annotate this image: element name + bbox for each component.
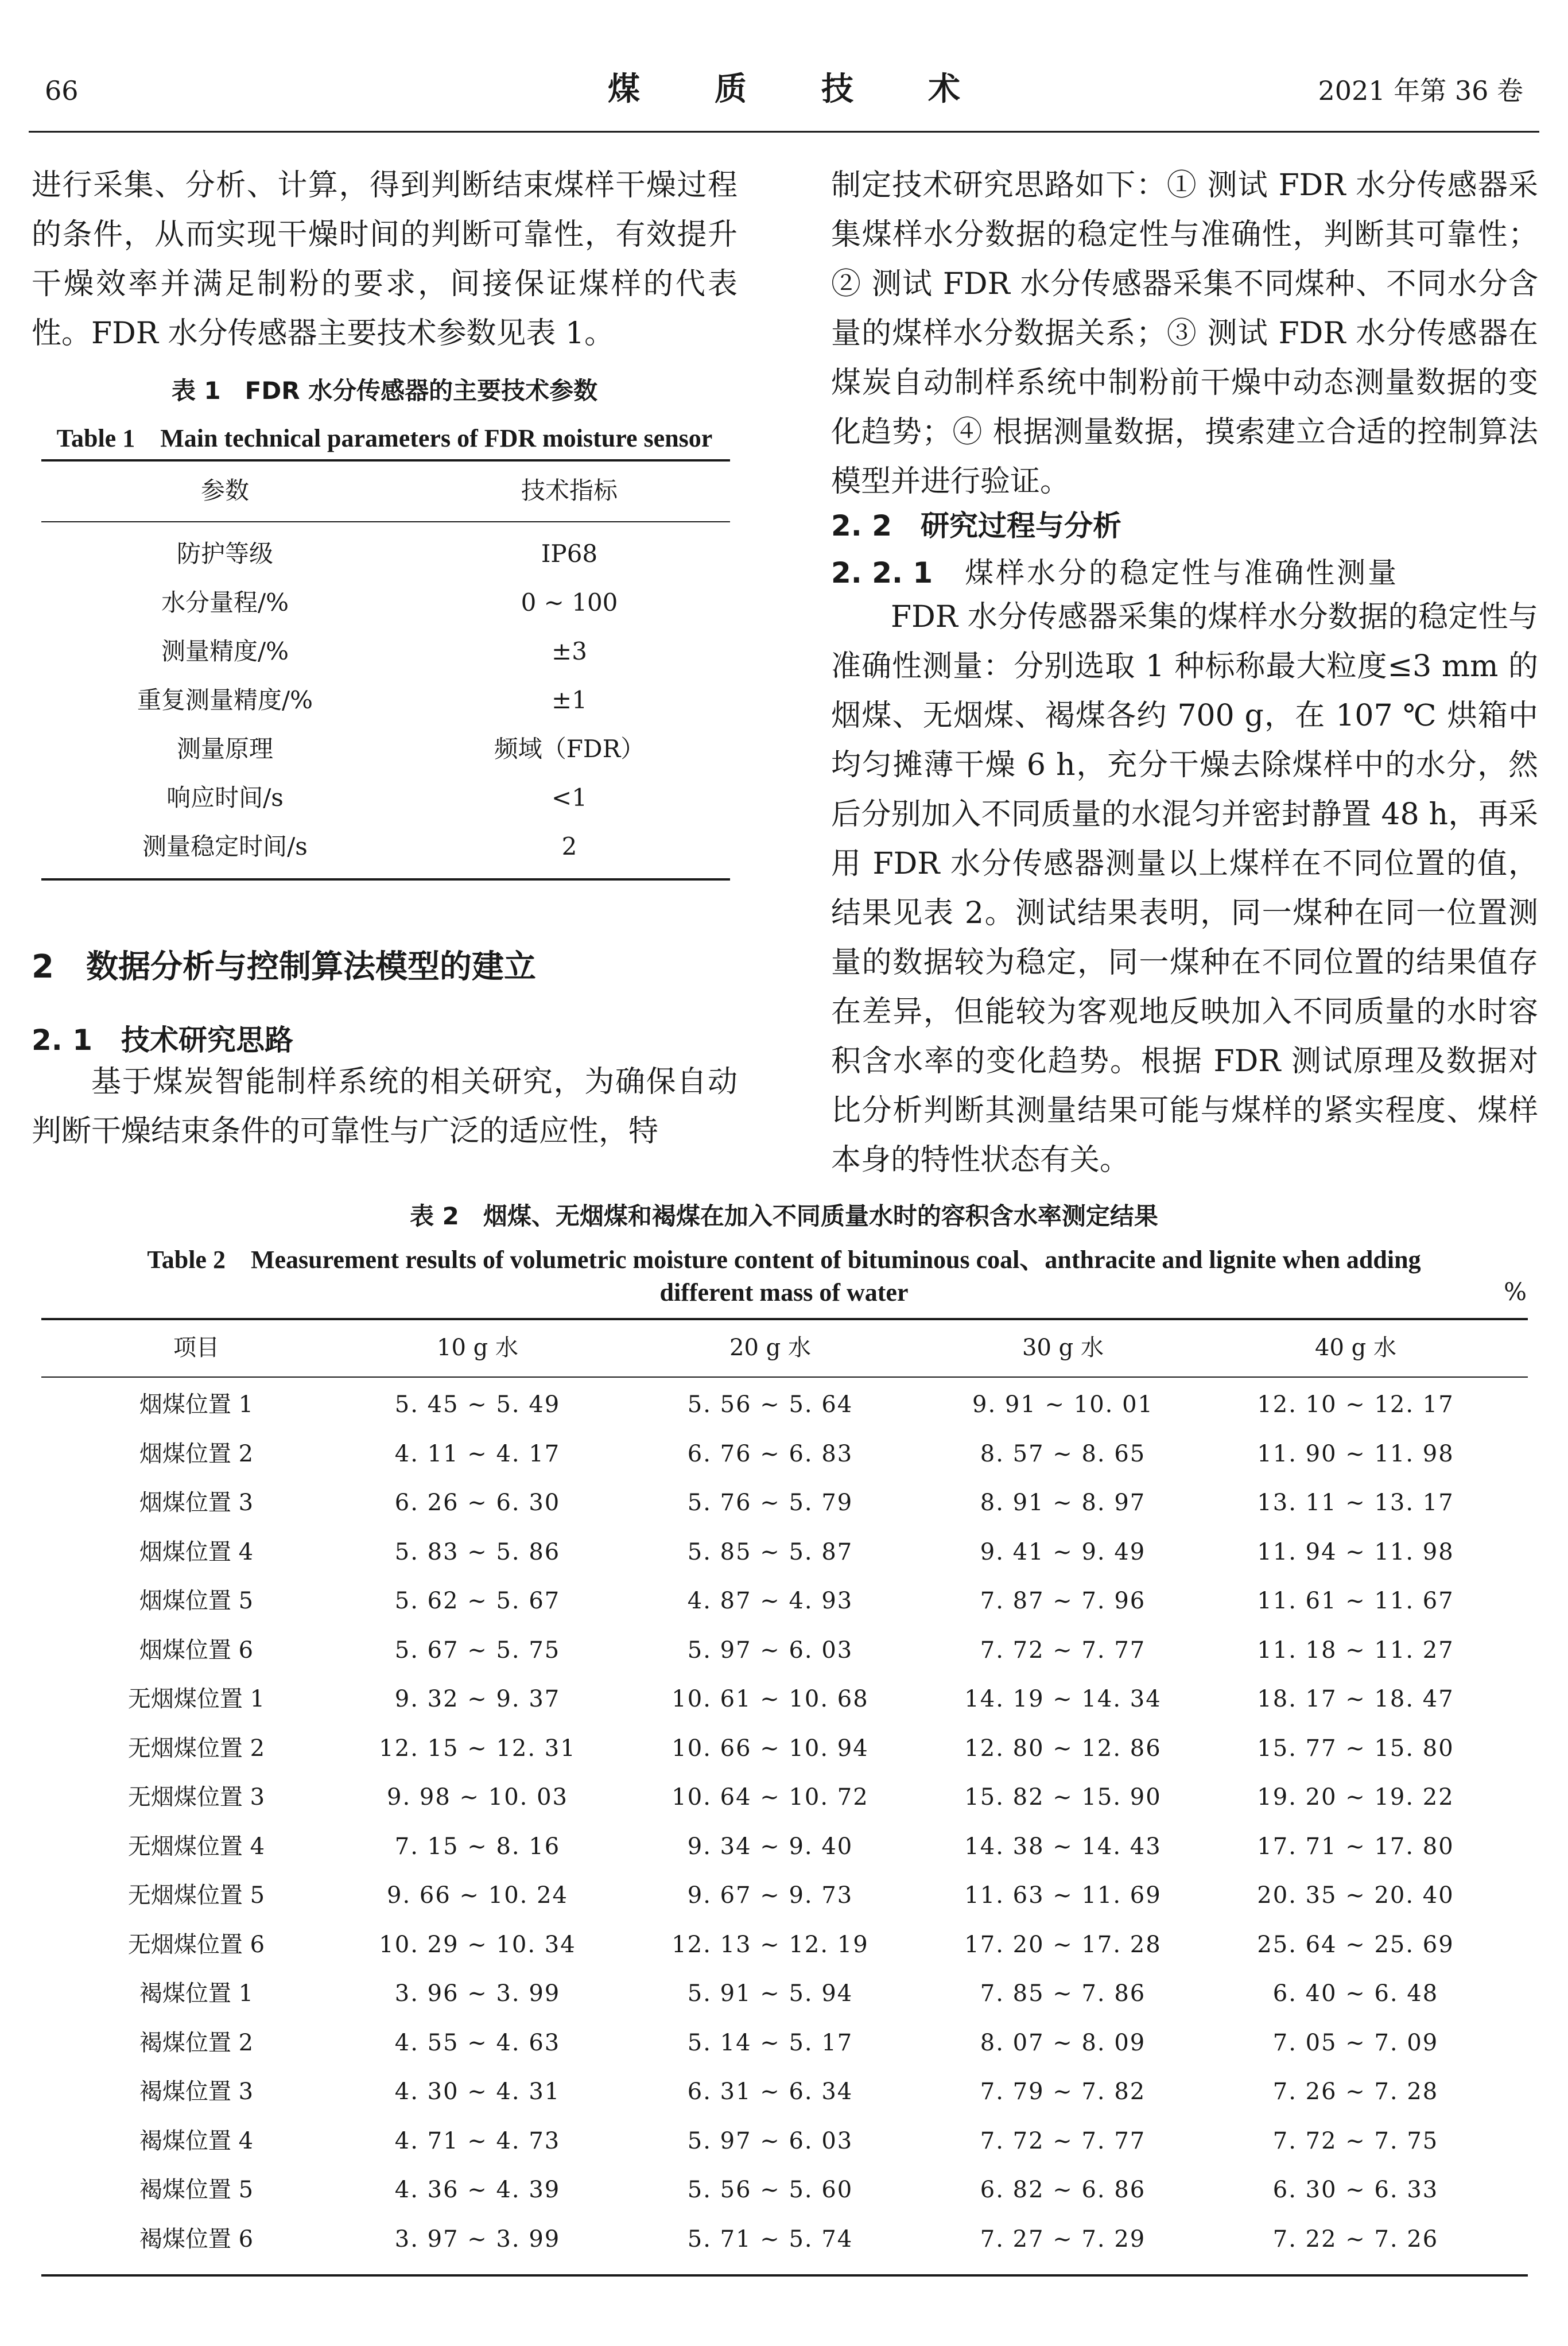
table2-value-cell: 9. 91 ~ 10. 01: [972, 1391, 1154, 1418]
table2-caption-en-line2: different mass of water: [659, 1278, 909, 1306]
table1-header-rule: [41, 521, 730, 522]
table2-row: [41, 1577, 1528, 1626]
table2-value-cell: 10. 61 ~ 10. 68: [672, 1686, 869, 1712]
table2-value-cell: 25. 64 ~ 25. 69: [1257, 1931, 1454, 1958]
right-paragraph-1: 制定技术研究思路如下：① 测试 FDR 水分传感器采集煤样水分数据的稳定性与准确性，判断其可靠性；② 测试 FDR 水分传感器采集不同煤种、不同水分含量的煤样水分数据关系；③ 测试 FDR 水分传感器在煤炭自动制样系统中制粉前干燥中动态测量数据的变化趋势；④ 根据测量数据，摸索建立合适的控制算法模型并进行验证。: [831, 168, 1538, 499]
table2-top-rule: [41, 1318, 1528, 1320]
table2-header: 20 g 水: [729, 1335, 811, 1361]
table2-value-cell: 17. 71 ~ 17. 80: [1257, 1833, 1454, 1860]
table2-header-row: [41, 1324, 1528, 1372]
table2-value-cell: 4. 30 ~ 4. 31: [394, 2079, 561, 2105]
table2-value-cell: 7. 85 ~ 7. 86: [980, 1980, 1146, 2007]
table2-value-cell: 7. 05 ~ 7. 09: [1272, 2029, 1439, 2056]
left-column-top: [32, 161, 738, 358]
table2-row: [41, 1969, 1528, 2018]
table2-value-cell: 7. 79 ~ 7. 82: [980, 2079, 1146, 2105]
table2-value-cell: 12. 80 ~ 12. 86: [964, 1735, 1162, 1762]
table2-value-cell: 9. 32 ~ 9. 37: [394, 1686, 561, 1712]
table2-value-cell: 19. 20 ~ 19. 22: [1257, 1784, 1454, 1810]
table2-item-cell: 烟煤位置 4: [139, 1538, 254, 1565]
table2-value-cell: 11. 61 ~ 11. 67: [1257, 1588, 1454, 1614]
table1-param-cell: 防护等级: [176, 540, 273, 568]
table2-value-cell: 14. 19 ~ 14. 34: [964, 1686, 1162, 1712]
table2-row: [41, 1528, 1528, 1577]
table1-bottom-rule: [41, 878, 730, 881]
table2-value-cell: 5. 97 ~ 6. 03: [687, 2127, 853, 2154]
table2-value-cell: 7. 15 ~ 8. 16: [394, 1833, 561, 1860]
table2-value-cell: 12. 10 ~ 12. 17: [1257, 1391, 1454, 1418]
table2-item-cell: 烟煤位置 1: [139, 1391, 254, 1418]
table2-value-cell: 6. 76 ~ 6. 83: [687, 1440, 853, 1467]
table2-value-cell: 5. 76 ~ 5. 79: [687, 1490, 853, 1516]
table2-value-cell: 8. 91 ~ 8. 97: [980, 1490, 1146, 1516]
section-2-2-title: 2. 2 研究过程与分析: [831, 509, 1121, 542]
table1-value-cell: ±3: [552, 637, 587, 665]
table2-value-cell: 8. 57 ~ 8. 65: [980, 1440, 1146, 1467]
table2-row: [41, 1381, 1528, 1429]
table1-row: [41, 578, 730, 627]
table2-value-cell: 14. 38 ~ 14. 43: [964, 1833, 1162, 1860]
table2-value-cell: 7. 72 ~ 7. 77: [980, 1637, 1146, 1663]
table2-value-cell: 11. 63 ~ 11. 69: [964, 1882, 1162, 1909]
table1-top-rule: [41, 459, 730, 462]
table2-value-cell: 4. 71 ~ 4. 73: [394, 2127, 561, 2154]
table2-value-cell: 8. 07 ~ 8. 09: [980, 2029, 1146, 2056]
table2-value-cell: 6. 82 ~ 6. 86: [980, 2177, 1146, 2203]
table2-value-cell: 5. 45 ~ 5. 49: [394, 1391, 561, 1418]
table2-value-cell: 9. 67 ~ 9. 73: [687, 1882, 853, 1909]
page-number: 66: [45, 75, 79, 106]
right-column-bottom: [831, 592, 1538, 1185]
table2-row: [41, 1724, 1528, 1773]
table2-value-cell: 18. 17 ~ 18. 47: [1257, 1686, 1454, 1712]
table2-item-cell: 烟煤位置 6: [139, 1637, 254, 1663]
table2-item-cell: 无烟煤位置 2: [127, 1735, 265, 1762]
table1-value-cell: 2: [561, 832, 577, 860]
header-rule: [29, 131, 1539, 133]
table2-value-cell: 5. 67 ~ 5. 75: [394, 1637, 561, 1663]
table2-value-cell: 11. 18 ~ 11. 27: [1257, 1637, 1454, 1663]
table2-item-cell: 褐煤位置 2: [139, 2029, 254, 2056]
table2-row: [41, 1822, 1528, 1871]
table2-row: [41, 2166, 1528, 2215]
table2-value-cell: 7. 26 ~ 7. 28: [1272, 2079, 1439, 2105]
table2-value-cell: 7. 72 ~ 7. 77: [980, 2127, 1146, 2154]
section-2-title: 2 数据分析与控制算法模型的建立: [32, 948, 536, 986]
table2-item-cell: 烟煤位置 2: [139, 1440, 254, 1467]
table2-value-cell: 20. 35 ~ 20. 40: [1257, 1882, 1454, 1909]
table2-value-cell: 11. 90 ~ 11. 98: [1257, 1440, 1454, 1467]
table2-row: [41, 2068, 1528, 2116]
table2-value-cell: 7. 72 ~ 7. 75: [1272, 2127, 1439, 2154]
table1-header-row: [41, 466, 730, 515]
table2-value-cell: 5. 56 ~ 5. 60: [687, 2177, 853, 2203]
table2-value-cell: 5. 91 ~ 5. 94: [687, 1980, 853, 2007]
table2-bottom-rule: [41, 2274, 1528, 2277]
table1-value-cell: <1: [552, 784, 587, 812]
table2-value-cell: 9. 66 ~ 10. 24: [387, 1882, 568, 1909]
table2-row: [41, 1871, 1528, 1920]
table2-value-cell: 6. 31 ~ 6. 34: [687, 2079, 853, 2105]
table2-value-cell: 17. 20 ~ 17. 28: [964, 1931, 1162, 1958]
table2-value-cell: 6. 40 ~ 6. 48: [1272, 1980, 1439, 2007]
left-column-bottom: [32, 1057, 738, 1156]
table2-value-cell: 10. 29 ~ 10. 34: [379, 1931, 576, 1958]
table2-value-cell: 4. 11 ~ 4. 17: [394, 1440, 561, 1467]
table1-param-cell: 水分量程/%: [161, 588, 289, 616]
table2-value-cell: 7. 22 ~ 7. 26: [1272, 2225, 1439, 2252]
table2-value-cell: 5. 62 ~ 5. 67: [394, 1588, 561, 1614]
table2-item-cell: 褐煤位置 6: [139, 2225, 254, 2252]
table2-value-cell: 5. 97 ~ 6. 03: [687, 1637, 853, 1663]
table2-header-rule: [41, 1376, 1528, 1378]
table2-value-cell: 3. 96 ~ 3. 99: [394, 1980, 561, 2007]
table2-item-cell: 无烟煤位置 4: [127, 1833, 265, 1860]
table2-row: [41, 1479, 1528, 1527]
table2-row: [41, 1430, 1528, 1479]
table2-row: [41, 2117, 1528, 2166]
table2-value-cell: 11. 94 ~ 11. 98: [1257, 1538, 1454, 1565]
table2-value-cell: 3. 97 ~ 3. 99: [394, 2225, 561, 2252]
table2-header: 10 g 水: [437, 1335, 518, 1361]
table2-caption-en-line1: Table 2 Measurement results of volumetric moisture content of bituminous coal、anthracite and lignite when adding: [147, 1246, 1421, 1274]
table2-row: [41, 2019, 1528, 2068]
table2-item-cell: 褐煤位置 5: [139, 2177, 254, 2203]
table2-item-cell: 无烟煤位置 5: [127, 1882, 265, 1909]
section-2-1-title: 2. 1 技术研究思路: [32, 1023, 293, 1057]
table2-value-cell: 9. 34 ~ 9. 40: [687, 1833, 853, 1860]
journal-title: 煤质技术: [608, 71, 1035, 108]
table2-value-cell: 9. 98 ~ 10. 03: [387, 1784, 568, 1810]
table2-value-cell: 6. 26 ~ 6. 30: [394, 1490, 561, 1516]
table2-value-cell: 5. 14 ~ 5. 17: [687, 2029, 853, 2056]
table1-header: 参数: [200, 476, 249, 505]
table2-value-cell: 4. 87 ~ 4. 93: [687, 1588, 853, 1614]
table1-caption-cn: 表 1 FDR 水分传感器的主要技术参数: [171, 377, 598, 405]
table2-row: [41, 1921, 1528, 1969]
section-2-2-1-title: 煤样水分的稳定性与准确性测量: [965, 556, 1399, 590]
table1-row: [41, 529, 730, 579]
table2-row: [41, 1675, 1528, 1724]
table1-row: [41, 773, 730, 823]
table2-value-cell: 12. 15 ~ 12. 31: [379, 1735, 576, 1762]
table1-value-cell: 0 ~ 100: [521, 588, 618, 616]
table2-unit: %: [1504, 1278, 1527, 1306]
table2-value-cell: 10. 66 ~ 10. 94: [672, 1735, 869, 1762]
table2-header: 40 g 水: [1315, 1335, 1396, 1361]
table1-param-cell: 响应时间/s: [166, 784, 284, 812]
section-2-2-1-heading: [831, 550, 1399, 591]
table2-value-cell: 5. 83 ~ 5. 86: [394, 1538, 561, 1565]
right-column-top: [831, 161, 1538, 506]
left-paragraph-2: 基于煤炭智能制样系统的相关研究，为确保自动判断干燥结束条件的可靠性与广泛的适应性，特: [32, 1065, 738, 1149]
table2-value-cell: 5. 56 ~ 5. 64: [687, 1391, 853, 1418]
table2-value-cell: 4. 55 ~ 4. 63: [394, 2029, 561, 2056]
table1-row: [41, 627, 730, 676]
table1-value-cell: ±1: [552, 686, 587, 714]
table2-value-cell: 7. 87 ~ 7. 96: [980, 1588, 1146, 1614]
table1-param-cell: 测量原理: [176, 735, 273, 763]
table2-item-cell: 褐煤位置 1: [139, 1980, 254, 2007]
table1-value-cell: IP68: [541, 540, 598, 568]
table2-item-cell: 烟煤位置 3: [139, 1490, 254, 1516]
table2-value-cell: 12. 13 ~ 12. 19: [672, 1931, 869, 1958]
table2-item-cell: 褐煤位置 4: [139, 2127, 254, 2154]
section-2-2-1-number: 2. 2. 1: [831, 556, 933, 590]
table2-value-cell: 13. 11 ~ 13. 17: [1257, 1490, 1454, 1516]
table1-value-cell: 频域（FDR）: [494, 735, 645, 763]
table1-param-cell: 测量精度/%: [161, 637, 289, 665]
table2-caption-cn: 表 2 烟煤、无烟煤和褐煤在加入不同质量水时的容积含水率测定结果: [410, 1202, 1158, 1230]
table2-row: [41, 1773, 1528, 1822]
table1-param-cell: 重复测量精度/%: [137, 686, 313, 714]
table1-row: [41, 724, 730, 774]
table1-header: 技术指标: [521, 476, 618, 505]
table2-value-cell: 10. 64 ~ 10. 72: [672, 1784, 869, 1810]
table2-value-cell: 6. 30 ~ 6. 33: [1272, 2177, 1439, 2203]
year-volume: 2021 年第 36 卷: [1318, 75, 1523, 106]
table2-item-cell: 无烟煤位置 3: [127, 1784, 265, 1810]
table2-header: 项目: [173, 1335, 219, 1361]
table1-row: [41, 676, 730, 725]
table2-value-cell: 9. 41 ~ 9. 49: [980, 1538, 1146, 1565]
table2-value-cell: 5. 71 ~ 5. 74: [687, 2225, 853, 2252]
table1-caption-en: Table 1 Main technical parameters of FDR moisture sensor: [56, 424, 713, 452]
table2-row: [41, 1626, 1528, 1675]
right-paragraph-2: FDR 水分传感器采集的煤样水分数据的稳定性与准确性测量：分别选取 1 种标称最大粒度≤3 mm 的烟煤、无烟煤、褐煤各约 700 g，在 107 ℃ 烘箱中均匀摊薄干燥 6 h，充分干燥去除煤样中的水分，然后分别加入不同质量的水混匀并密封静置 48 h，再采用 FDR 水分传感器测量以上煤样在不同位置的值，结果见表 2。测试结果表明，同一煤种在同一位置测量的数据较为稳定，同一煤种在不同位置的结果值存在差异，但能较为客观地反映加入不同质量的水时容积含水率的变化趋势。根据 FDR 测试原理及数据对比分析判断其测量结果可能与煤样的紧实程度、煤样本身的特性状态有关。: [831, 600, 1538, 1177]
table2-header: 30 g 水: [1022, 1335, 1104, 1361]
table2-value-cell: 7. 27 ~ 7. 29: [980, 2225, 1146, 2252]
table2-item-cell: 无烟煤位置 1: [127, 1686, 265, 1712]
table2-item-cell: 褐煤位置 3: [139, 2079, 254, 2105]
table1-row: [41, 822, 730, 871]
table2-value-cell: 5. 85 ~ 5. 87: [687, 1538, 853, 1565]
left-paragraph-1: 进行采集、分析、计算，得到判断结束煤样干燥过程的条件，从而实现干燥时间的判断可靠性，有效提升干燥效率并满足制粉的要求，间接保证煤样的代表性。FDR 水分传感器主要技术参数见表 1。: [32, 168, 738, 351]
table2-value-cell: 4. 36 ~ 4. 39: [394, 2177, 561, 2203]
table1-param-cell: 测量稳定时间/s: [142, 832, 308, 860]
table2-value-cell: 15. 77 ~ 15. 80: [1257, 1735, 1454, 1762]
table2-row: [41, 2215, 1528, 2264]
table2-value-cell: 15. 82 ~ 15. 90: [964, 1784, 1162, 1810]
table2-item-cell: 烟煤位置 5: [139, 1588, 254, 1614]
table2-item-cell: 无烟煤位置 6: [127, 1931, 265, 1958]
